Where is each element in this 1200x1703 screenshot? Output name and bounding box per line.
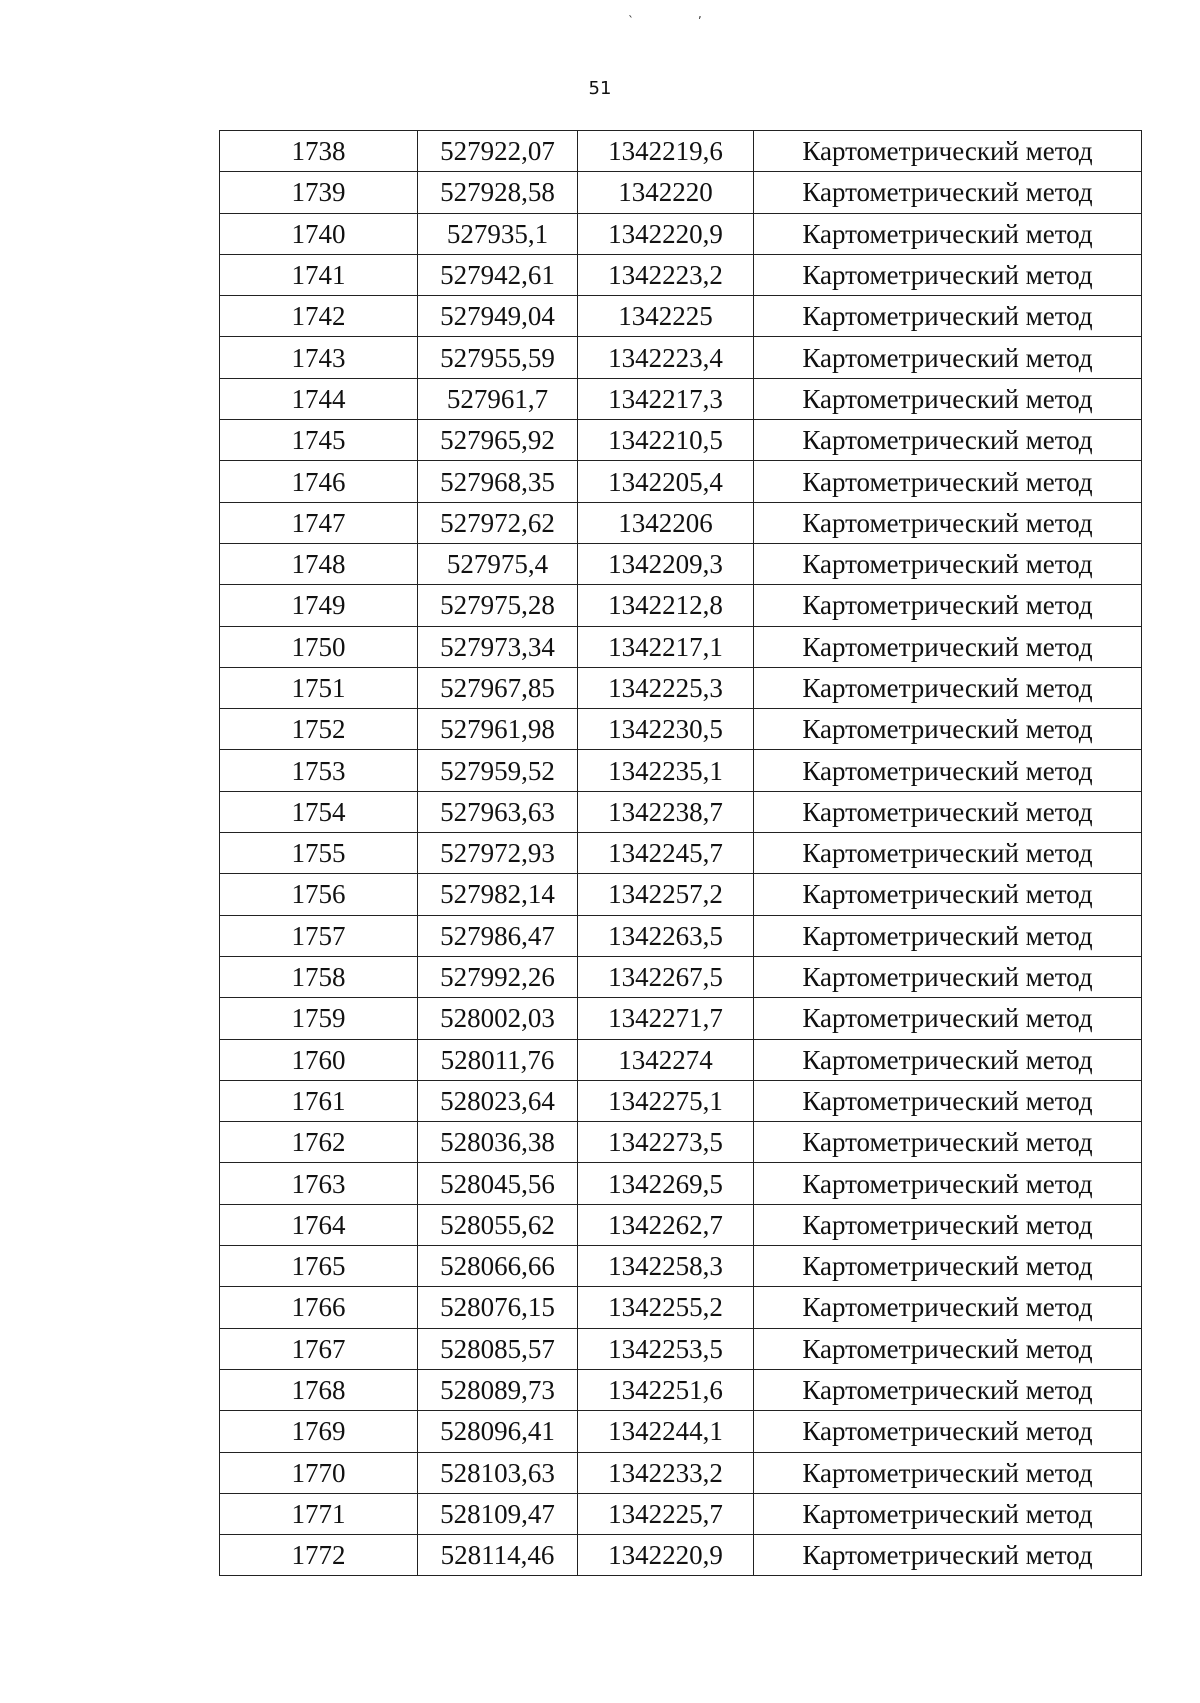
point-number-cell: 1753: [220, 750, 418, 791]
table-row: [220, 585, 1142, 626]
point-number-cell: 1761: [220, 1080, 418, 1121]
table-row: [220, 998, 1142, 1039]
method-cell: Картометрический метод: [754, 1369, 1142, 1410]
x-coordinate-cell: 527961,7: [418, 378, 578, 419]
x-coordinate-cell: 527942,61: [418, 254, 578, 295]
point-number-cell: 1772: [220, 1535, 418, 1576]
x-coordinate-cell: 527963,63: [418, 791, 578, 832]
method-cell: Картометрический метод: [754, 915, 1142, 956]
y-coordinate-cell: 1342223,2: [578, 254, 754, 295]
y-coordinate-cell: 1342244,1: [578, 1411, 754, 1452]
point-number-cell: 1757: [220, 915, 418, 956]
coordinates-table: [219, 130, 1142, 1576]
x-coordinate-cell: 528066,66: [418, 1246, 578, 1287]
point-number-cell: 1744: [220, 378, 418, 419]
point-number-cell: 1771: [220, 1493, 418, 1534]
point-number-cell: 1748: [220, 543, 418, 584]
point-number-cell: 1745: [220, 420, 418, 461]
table-row: [220, 502, 1142, 543]
method-cell: Картометрический метод: [754, 791, 1142, 832]
y-coordinate-cell: 1342267,5: [578, 956, 754, 997]
point-number-cell: 1763: [220, 1163, 418, 1204]
scan-mark: ʼ: [697, 14, 702, 28]
x-coordinate-cell: 528076,15: [418, 1287, 578, 1328]
table-row: [220, 709, 1142, 750]
x-coordinate-cell: 527955,59: [418, 337, 578, 378]
point-number-cell: 1750: [220, 626, 418, 667]
table-row: [220, 337, 1142, 378]
table-row: [220, 378, 1142, 419]
x-coordinate-cell: 527973,34: [418, 626, 578, 667]
method-cell: Картометрический метод: [754, 667, 1142, 708]
y-coordinate-cell: 1342257,2: [578, 874, 754, 915]
point-number-cell: 1739: [220, 172, 418, 213]
scan-marks: [628, 14, 702, 28]
table-row: [220, 1328, 1142, 1369]
method-cell: Картометрический метод: [754, 378, 1142, 419]
y-coordinate-cell: 1342223,4: [578, 337, 754, 378]
x-coordinate-cell: 528109,47: [418, 1493, 578, 1534]
table-row: [220, 131, 1142, 172]
y-coordinate-cell: 1342251,6: [578, 1369, 754, 1410]
x-coordinate-cell: 528011,76: [418, 1039, 578, 1080]
point-number-cell: 1749: [220, 585, 418, 626]
method-cell: Картометрический метод: [754, 461, 1142, 502]
table-row: [220, 1369, 1142, 1410]
method-cell: Картометрический метод: [754, 172, 1142, 213]
method-cell: Картометрический метод: [754, 1122, 1142, 1163]
table-row: [220, 543, 1142, 584]
method-cell: Картометрический метод: [754, 1328, 1142, 1369]
table-row: [220, 1122, 1142, 1163]
table-row: [220, 213, 1142, 254]
point-number-cell: 1743: [220, 337, 418, 378]
x-coordinate-cell: 528114,46: [418, 1535, 578, 1576]
y-coordinate-cell: 1342220: [578, 172, 754, 213]
y-coordinate-cell: 1342220,9: [578, 213, 754, 254]
x-coordinate-cell: 527961,98: [418, 709, 578, 750]
point-number-cell: 1758: [220, 956, 418, 997]
table-row: [220, 296, 1142, 337]
table-row: [220, 956, 1142, 997]
x-coordinate-cell: 527967,85: [418, 667, 578, 708]
method-cell: Картометрический метод: [754, 1493, 1142, 1534]
x-coordinate-cell: 528055,62: [418, 1204, 578, 1245]
scan-mark: `: [628, 14, 634, 28]
method-cell: Картометрический метод: [754, 1246, 1142, 1287]
table-row: [220, 833, 1142, 874]
x-coordinate-cell: 528089,73: [418, 1369, 578, 1410]
y-coordinate-cell: 1342219,6: [578, 131, 754, 172]
table-row: [220, 1493, 1142, 1534]
point-number-cell: 1747: [220, 502, 418, 543]
point-number-cell: 1770: [220, 1452, 418, 1493]
point-number-cell: 1755: [220, 833, 418, 874]
method-cell: Картометрический метод: [754, 420, 1142, 461]
y-coordinate-cell: 1342220,9: [578, 1535, 754, 1576]
table-row: [220, 1452, 1142, 1493]
x-coordinate-cell: 527935,1: [418, 213, 578, 254]
y-coordinate-cell: 1342230,5: [578, 709, 754, 750]
x-coordinate-cell: 527972,62: [418, 502, 578, 543]
y-coordinate-cell: 1342209,3: [578, 543, 754, 584]
x-coordinate-cell: 527975,28: [418, 585, 578, 626]
method-cell: Картометрический метод: [754, 709, 1142, 750]
table-row: [220, 1204, 1142, 1245]
point-number-cell: 1754: [220, 791, 418, 832]
coordinates-table-body: [220, 131, 1142, 1576]
point-number-cell: 1741: [220, 254, 418, 295]
method-cell: Картометрический метод: [754, 1287, 1142, 1328]
y-coordinate-cell: 1342225: [578, 296, 754, 337]
method-cell: Картометрический метод: [754, 254, 1142, 295]
y-coordinate-cell: 1342262,7: [578, 1204, 754, 1245]
x-coordinate-cell: 527986,47: [418, 915, 578, 956]
x-coordinate-cell: 528096,41: [418, 1411, 578, 1452]
method-cell: Картометрический метод: [754, 1080, 1142, 1121]
method-cell: Картометрический метод: [754, 337, 1142, 378]
y-coordinate-cell: 1342235,1: [578, 750, 754, 791]
x-coordinate-cell: 527992,26: [418, 956, 578, 997]
y-coordinate-cell: 1342217,1: [578, 626, 754, 667]
y-coordinate-cell: 1342263,5: [578, 915, 754, 956]
table-row: [220, 874, 1142, 915]
point-number-cell: 1769: [220, 1411, 418, 1452]
point-number-cell: 1742: [220, 296, 418, 337]
x-coordinate-cell: 527959,52: [418, 750, 578, 791]
method-cell: Картометрический метод: [754, 296, 1142, 337]
method-cell: Картометрический метод: [754, 131, 1142, 172]
x-coordinate-cell: 527972,93: [418, 833, 578, 874]
y-coordinate-cell: 1342245,7: [578, 833, 754, 874]
x-coordinate-cell: 528045,56: [418, 1163, 578, 1204]
point-number-cell: 1766: [220, 1287, 418, 1328]
method-cell: Картометрический метод: [754, 1039, 1142, 1080]
point-number-cell: 1765: [220, 1246, 418, 1287]
table-row: [220, 626, 1142, 667]
table-row: [220, 1163, 1142, 1204]
y-coordinate-cell: 1342212,8: [578, 585, 754, 626]
point-number-cell: 1768: [220, 1369, 418, 1410]
method-cell: Картометрический метод: [754, 1535, 1142, 1576]
method-cell: Картометрический метод: [754, 543, 1142, 584]
y-coordinate-cell: 1342271,7: [578, 998, 754, 1039]
point-number-cell: 1762: [220, 1122, 418, 1163]
x-coordinate-cell: 527968,35: [418, 461, 578, 502]
method-cell: Картометрический метод: [754, 1452, 1142, 1493]
method-cell: Картометрический метод: [754, 585, 1142, 626]
table-row: [220, 791, 1142, 832]
method-cell: Картометрический метод: [754, 1163, 1142, 1204]
x-coordinate-cell: 527922,07: [418, 131, 578, 172]
y-coordinate-cell: 1342269,5: [578, 1163, 754, 1204]
y-coordinate-cell: 1342255,2: [578, 1287, 754, 1328]
method-cell: Картометрический метод: [754, 626, 1142, 667]
x-coordinate-cell: 527975,4: [418, 543, 578, 584]
method-cell: Картометрический метод: [754, 1411, 1142, 1452]
method-cell: Картометрический метод: [754, 213, 1142, 254]
y-coordinate-cell: 1342217,3: [578, 378, 754, 419]
table-row: [220, 667, 1142, 708]
table-row: [220, 1411, 1142, 1452]
y-coordinate-cell: 1342258,3: [578, 1246, 754, 1287]
point-number-cell: 1740: [220, 213, 418, 254]
y-coordinate-cell: 1342206: [578, 502, 754, 543]
point-number-cell: 1751: [220, 667, 418, 708]
table-row: [220, 1080, 1142, 1121]
point-number-cell: 1759: [220, 998, 418, 1039]
point-number-cell: 1760: [220, 1039, 418, 1080]
point-number-cell: 1767: [220, 1328, 418, 1369]
y-coordinate-cell: 1342273,5: [578, 1122, 754, 1163]
x-coordinate-cell: 528002,03: [418, 998, 578, 1039]
table-row: [220, 915, 1142, 956]
page-number: 51: [588, 78, 612, 99]
table-row: [220, 1039, 1142, 1080]
y-coordinate-cell: 1342253,5: [578, 1328, 754, 1369]
x-coordinate-cell: 528023,64: [418, 1080, 578, 1121]
method-cell: Картометрический метод: [754, 1204, 1142, 1245]
table-row: [220, 1246, 1142, 1287]
y-coordinate-cell: 1342233,2: [578, 1452, 754, 1493]
x-coordinate-cell: 527928,58: [418, 172, 578, 213]
y-coordinate-cell: 1342225,7: [578, 1493, 754, 1534]
method-cell: Картометрический метод: [754, 956, 1142, 997]
table-row: [220, 254, 1142, 295]
method-cell: Картометрический метод: [754, 750, 1142, 791]
y-coordinate-cell: 1342274: [578, 1039, 754, 1080]
y-coordinate-cell: 1342225,3: [578, 667, 754, 708]
x-coordinate-cell: 528085,57: [418, 1328, 578, 1369]
y-coordinate-cell: 1342238,7: [578, 791, 754, 832]
point-number-cell: 1738: [220, 131, 418, 172]
point-number-cell: 1746: [220, 461, 418, 502]
table-row: [220, 1535, 1142, 1576]
method-cell: Картометрический метод: [754, 833, 1142, 874]
y-coordinate-cell: 1342205,4: [578, 461, 754, 502]
table-row: [220, 1287, 1142, 1328]
table-row: [220, 172, 1142, 213]
point-number-cell: 1764: [220, 1204, 418, 1245]
x-coordinate-cell: 528036,38: [418, 1122, 578, 1163]
method-cell: Картометрический метод: [754, 874, 1142, 915]
table-row: [220, 420, 1142, 461]
x-coordinate-cell: 527949,04: [418, 296, 578, 337]
method-cell: Картометрический метод: [754, 502, 1142, 543]
y-coordinate-cell: 1342275,1: [578, 1080, 754, 1121]
point-number-cell: 1756: [220, 874, 418, 915]
x-coordinate-cell: 528103,63: [418, 1452, 578, 1493]
y-coordinate-cell: 1342210,5: [578, 420, 754, 461]
method-cell: Картометрический метод: [754, 998, 1142, 1039]
x-coordinate-cell: 527982,14: [418, 874, 578, 915]
x-coordinate-cell: 527965,92: [418, 420, 578, 461]
table-row: [220, 750, 1142, 791]
point-number-cell: 1752: [220, 709, 418, 750]
table-row: [220, 461, 1142, 502]
